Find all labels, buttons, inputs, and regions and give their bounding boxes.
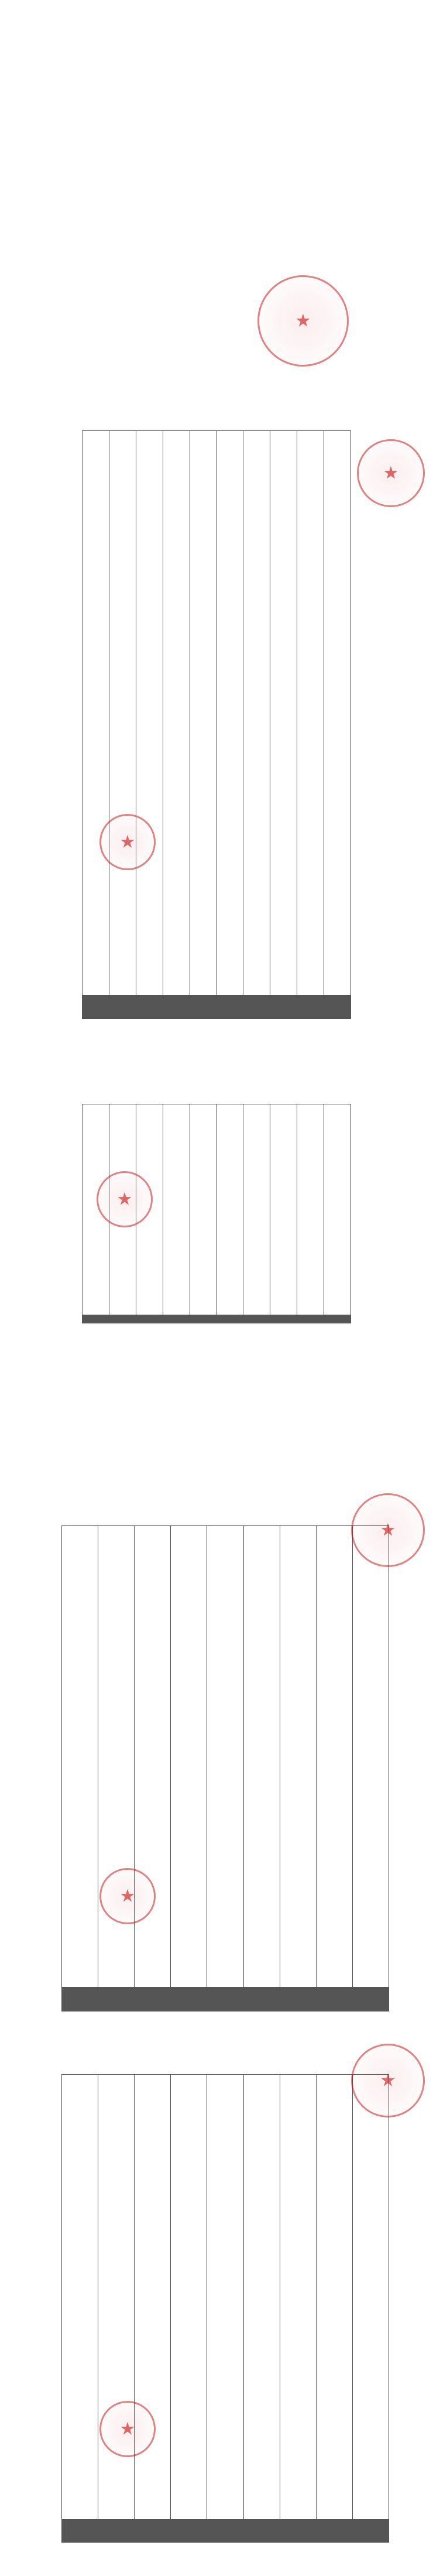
table-cell bbox=[171, 1526, 207, 1987]
sales-table-page-1 bbox=[0, 381, 433, 1048]
notice-paragraph-2 bbox=[47, 205, 386, 258]
table-cell bbox=[109, 1018, 136, 1019]
table-row bbox=[62, 2542, 389, 2543]
table-cell bbox=[62, 2075, 98, 2520]
table-cell bbox=[207, 1526, 243, 1987]
table-cell bbox=[297, 1104, 324, 1315]
table-cell bbox=[62, 2542, 98, 2543]
table-cell bbox=[352, 1526, 389, 1987]
table-cell bbox=[190, 431, 216, 995]
table-cell bbox=[324, 1104, 351, 1315]
table-cell bbox=[190, 1104, 216, 1315]
table-cell bbox=[297, 431, 324, 995]
page-separator bbox=[0, 2014, 433, 2020]
table-cell bbox=[207, 2075, 243, 2520]
sales-table-page-2 bbox=[0, 1054, 433, 1452]
table-cell bbox=[216, 1018, 243, 1019]
table-cell bbox=[324, 1018, 351, 1019]
table-cell bbox=[352, 2542, 389, 2543]
table-cell bbox=[243, 2542, 280, 2543]
table-cell bbox=[270, 1104, 297, 1315]
sales-table-page-4 bbox=[0, 2020, 433, 2576]
table-row bbox=[62, 2075, 389, 2520]
table-cell bbox=[216, 1104, 243, 1315]
table-cell bbox=[190, 1018, 216, 1019]
table-cell bbox=[136, 431, 163, 995]
page-separator bbox=[0, 1452, 433, 1458]
table-cell bbox=[171, 2075, 207, 2520]
company-seal: ★ bbox=[357, 439, 425, 507]
table-cell bbox=[243, 1018, 270, 1019]
table-row bbox=[83, 431, 351, 995]
company-seal: ★ bbox=[97, 1171, 153, 1227]
table-cell bbox=[163, 431, 190, 995]
table-cell bbox=[243, 431, 270, 995]
table-cell bbox=[62, 1526, 98, 1987]
company-seal: ★ bbox=[99, 2401, 156, 2457]
company-seal: ★ bbox=[99, 1868, 156, 1924]
page-separator bbox=[0, 1048, 433, 1054]
table-cell bbox=[280, 2075, 316, 2520]
table-cell bbox=[171, 2542, 207, 2543]
notice-paragraph-1 bbox=[47, 64, 386, 205]
price-table bbox=[61, 1525, 389, 2011]
table-cell bbox=[136, 1018, 163, 1019]
notice-page bbox=[0, 0, 433, 375]
notice-paragraph-3 bbox=[47, 261, 386, 284]
table-cell bbox=[352, 2075, 389, 2520]
table-cell bbox=[98, 2542, 135, 2543]
table-cell bbox=[324, 431, 351, 995]
table-cell bbox=[207, 2542, 243, 2543]
company-seal: ★ bbox=[351, 1493, 425, 1567]
table-cell bbox=[297, 1018, 324, 1019]
price-table bbox=[61, 2074, 389, 2543]
table-cell bbox=[316, 2075, 352, 2520]
table-cell bbox=[280, 2542, 316, 2543]
page-separator bbox=[0, 375, 433, 381]
table-cell bbox=[83, 431, 109, 995]
price-table bbox=[82, 430, 351, 1019]
table-cell bbox=[280, 1526, 316, 1987]
table-cell bbox=[163, 1104, 190, 1315]
table-cell bbox=[243, 2075, 280, 2520]
table-cell bbox=[109, 431, 136, 995]
table-cell bbox=[270, 1018, 297, 1019]
company-seal: ★ bbox=[351, 2044, 425, 2117]
table-cell bbox=[316, 2542, 352, 2543]
table-cell bbox=[316, 1526, 352, 1987]
table-cell bbox=[83, 1018, 109, 1019]
sales-table-page-3 bbox=[0, 1458, 433, 2014]
table-cell bbox=[243, 1104, 270, 1315]
company-seal: ★ bbox=[257, 275, 349, 367]
table-cell bbox=[243, 1526, 280, 1987]
table-cell bbox=[163, 1018, 190, 1019]
table-cell bbox=[270, 431, 297, 995]
table-row bbox=[83, 1018, 351, 1019]
table-cell bbox=[135, 2542, 171, 2543]
company-seal: ★ bbox=[99, 814, 156, 870]
table-cell bbox=[216, 431, 243, 995]
